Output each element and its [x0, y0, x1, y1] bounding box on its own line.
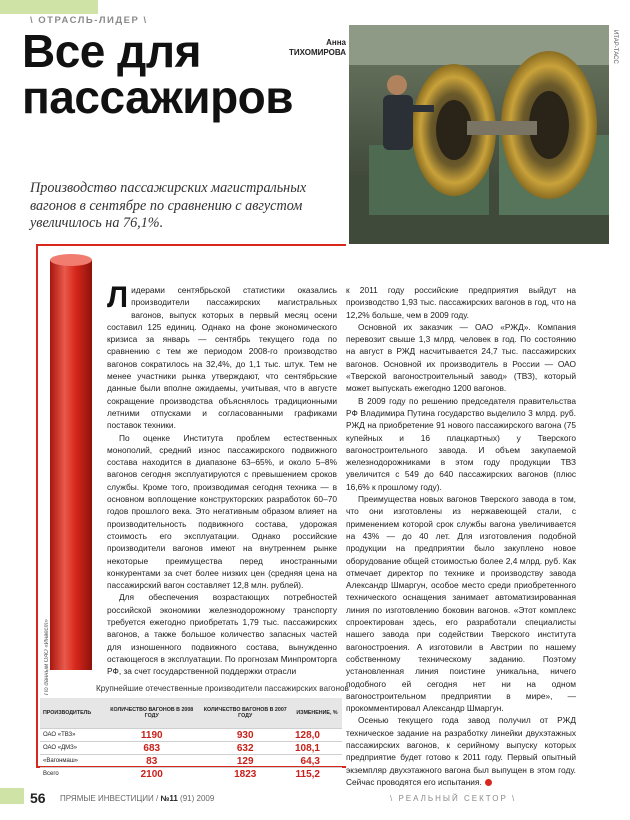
footer-section-label: \ РЕАЛЬНЫЙ СЕКТОР \	[390, 794, 517, 803]
paragraph: Осенью текущего года завод получил от РЖД техническое задание на разработку линейки двухэтажных пассажирских вагонов, к серийному выпуску которых предприятие будет готово к 2011 году. Первый опытный экземпляр двухэтажного вагона был выпущен в этом году. Сейчас проводятся его испытания.	[346, 715, 576, 787]
article-title	[22, 25, 294, 123]
author-first-name: Анна	[326, 38, 346, 47]
table-header-row	[40, 698, 342, 729]
publication-info: ПРЯМЫЕ ИНВЕСТИЦИИ / №11 (91) 2009	[60, 794, 215, 803]
value-2008: 1190	[105, 729, 198, 742]
sidebar-frame-top	[36, 244, 346, 246]
end-of-article-icon	[485, 779, 492, 786]
value-2007: 1823	[198, 768, 291, 781]
value-2008: 83	[105, 755, 198, 768]
paragraph: к 2011 году российские предприятия выйдут на производство 1,93 тыс. пассажирских вагонов в год, что на 12,2% больше, чем в 2009 году.	[346, 285, 576, 320]
section-label: \ ОТРАСЛЬ-ЛИДЕР \	[30, 15, 148, 26]
value-2008: 2100	[105, 768, 198, 781]
chart-credit: По данным ОАО «Инвест»	[44, 619, 50, 695]
producer-name: «Вагонмаш»	[40, 755, 105, 768]
title-line-1: Все для	[22, 25, 201, 77]
table-header-cell: ИЗМЕНЕНИЕ, %	[296, 709, 338, 716]
value-2007: 632	[198, 742, 291, 755]
change-percent: 108,1	[292, 742, 342, 755]
factory-worker-illustration	[349, 25, 609, 244]
photo-credit: ИТАР-ТАСС	[612, 30, 618, 64]
paragraph: В 2009 году по решению председателя правительства РФ Владимира Путина государство выделило 3 млрд. руб. РЖД на приобретение 91 нового пассажирского вагона (75 купейных и 16 плацкартных) у Тверского вагоностроительного завода. И объем закупаемой железнодорожниками в этом году продукции ТВЗ увеличится с 549 до 640 пассажирских вагонов (плюс 16,6% к прошлому году).	[346, 395, 576, 492]
producers-table	[40, 698, 342, 780]
author-last-name: ТИХОМИРОВА	[288, 48, 346, 57]
drop-cap: Л	[107, 281, 129, 314]
page-number: 56	[30, 790, 46, 806]
title-line-2: пассажиров	[22, 71, 294, 123]
table-row	[40, 755, 342, 768]
table-row	[40, 729, 342, 742]
article-column-2	[346, 284, 576, 788]
footer-accent-bar	[0, 788, 24, 804]
table-title: Крупнейшие отечественные производители пассажирских вагонов	[96, 684, 349, 693]
table-row	[40, 742, 342, 755]
table-header-cell: КОЛИЧЕСТВО ВАГОНОВ В 2008 ГОДУ	[110, 706, 194, 719]
producer-name: ОАО «ДМЗ»	[40, 742, 105, 755]
sidebar-frame-left	[36, 244, 38, 768]
article-photo	[349, 25, 609, 244]
value-2008: 683	[105, 742, 198, 755]
article-column-1	[107, 281, 337, 678]
producer-name: ОАО «ТВЗ»	[40, 729, 105, 742]
header-accent-bar	[0, 0, 98, 14]
change-percent: 115,2	[292, 768, 342, 781]
table-header-cell: ПРОИЗВОДИТЕЛЬ	[43, 709, 92, 716]
value-2007: 930	[198, 729, 291, 742]
article-lead: Производство пассажирских магистральных вагонов в сентябре по сравнению с августом увеличилось на 76,1%.	[30, 180, 307, 231]
paragraph: Преимущества новых вагонов Тверского завода в том, что они изготовлены из нержавеющей стали, с применением которой срок службы вагона увеличивается на 43% — до 40 лет. Для изготовления подобной продукции на предприятии было закуплено новое оборудование общей стоимостью более 2,4 млрд. руб. Как отмечает директор по технике и производству завода Александр Шмаргун, особое место среди приобретенного технического оснащения занимает автоматизированная линия по изготовлению боковин вагонов. «Этот комплекс спроектирован здесь, его разработали специалисты нашего завода при содействии Тверского института вагоностроения. А изготовили в Австрии по нашему собственному техническому заданию. Поэтому установленная линия поистине уникальна, ничего подобного ей сегодня нет ни на одном вагоностроительном предприятии в мире», — прокомментировал Александр Шмаргун.	[346, 494, 576, 714]
paragraph: Основной их заказчик — ОАО «РЖД». Компания перевозит свыше 1,3 млрд. человек в год. По состоянию на август в РЖД насчитывается 24,7 тыс. пассажирских вагонов. Основной их производитель в России — ОАО «Тверской вагоностроительный завод» (ТВЗ), который может выпускать ежегодно 1200 вагонов.	[346, 321, 576, 394]
paragraph: По оценке Института проблем естественных монополий, средний износ пассажирского подвижного состава находится в диапазоне 63–65%, и около 5–8% вагонов сегодня эксплуатируются с превышением сроков службы. Кроме того, производимая сегодня техника — в основном воплощение конструкторских разработок 60–70 годов прошлого века. Это негативным образом влияет на производительность подвижного состава, удорожая стоимость его эксплуатации. Однако российские производители вагонов имеют на внутреннем рынке некоторые преимущества перед иностранными конкурентами за счет более низких цен (средняя цена на пассажирский вагон составляет 12,8 млн. рублей).	[107, 432, 337, 591]
paragraph: Для обеспечения возрастающих потребностей российской экономики железнодорожному транспорту требуется ежегодно приобретать 1,79 тыс. пассажирских вагонов, а также большое количество запасных частей для изношенного подвижного состава, вынужденно остающегося в эксплуатации. По прогнозам Минпромторга РФ, за счет государственной поддержки отрасли	[107, 592, 337, 677]
value-2007: 129	[198, 755, 291, 768]
table-row	[40, 768, 342, 781]
change-percent: 128,0	[292, 729, 342, 742]
author-byline	[262, 38, 346, 58]
change-percent: 64,3	[292, 755, 342, 768]
producer-name: Всего	[40, 768, 105, 781]
paragraph: Лидерами сентябрьской статистики оказались производители пассажирских магистральных вагонов, выпуск которых в первый месяц осени составил 125 единиц. Однако на фоне экономического кризиса за январь — сентябрь текущего года по сравнению с тем же периодом 2008-го производство вагонов сократилось на 32,4%, до 1,1 тыс. штук. Тем не менее участники рынка утверждают, что сентябрьские данные были вполне ожидаемы, учитывая, что в августе сокращение производства объяснялось традиционными летними отпусками и согласованными графиками поставок техники.	[107, 281, 337, 431]
table-header-cell: КОЛИЧЕСТВО ВАГОНОВ В 2007 ГОДУ	[203, 706, 287, 719]
